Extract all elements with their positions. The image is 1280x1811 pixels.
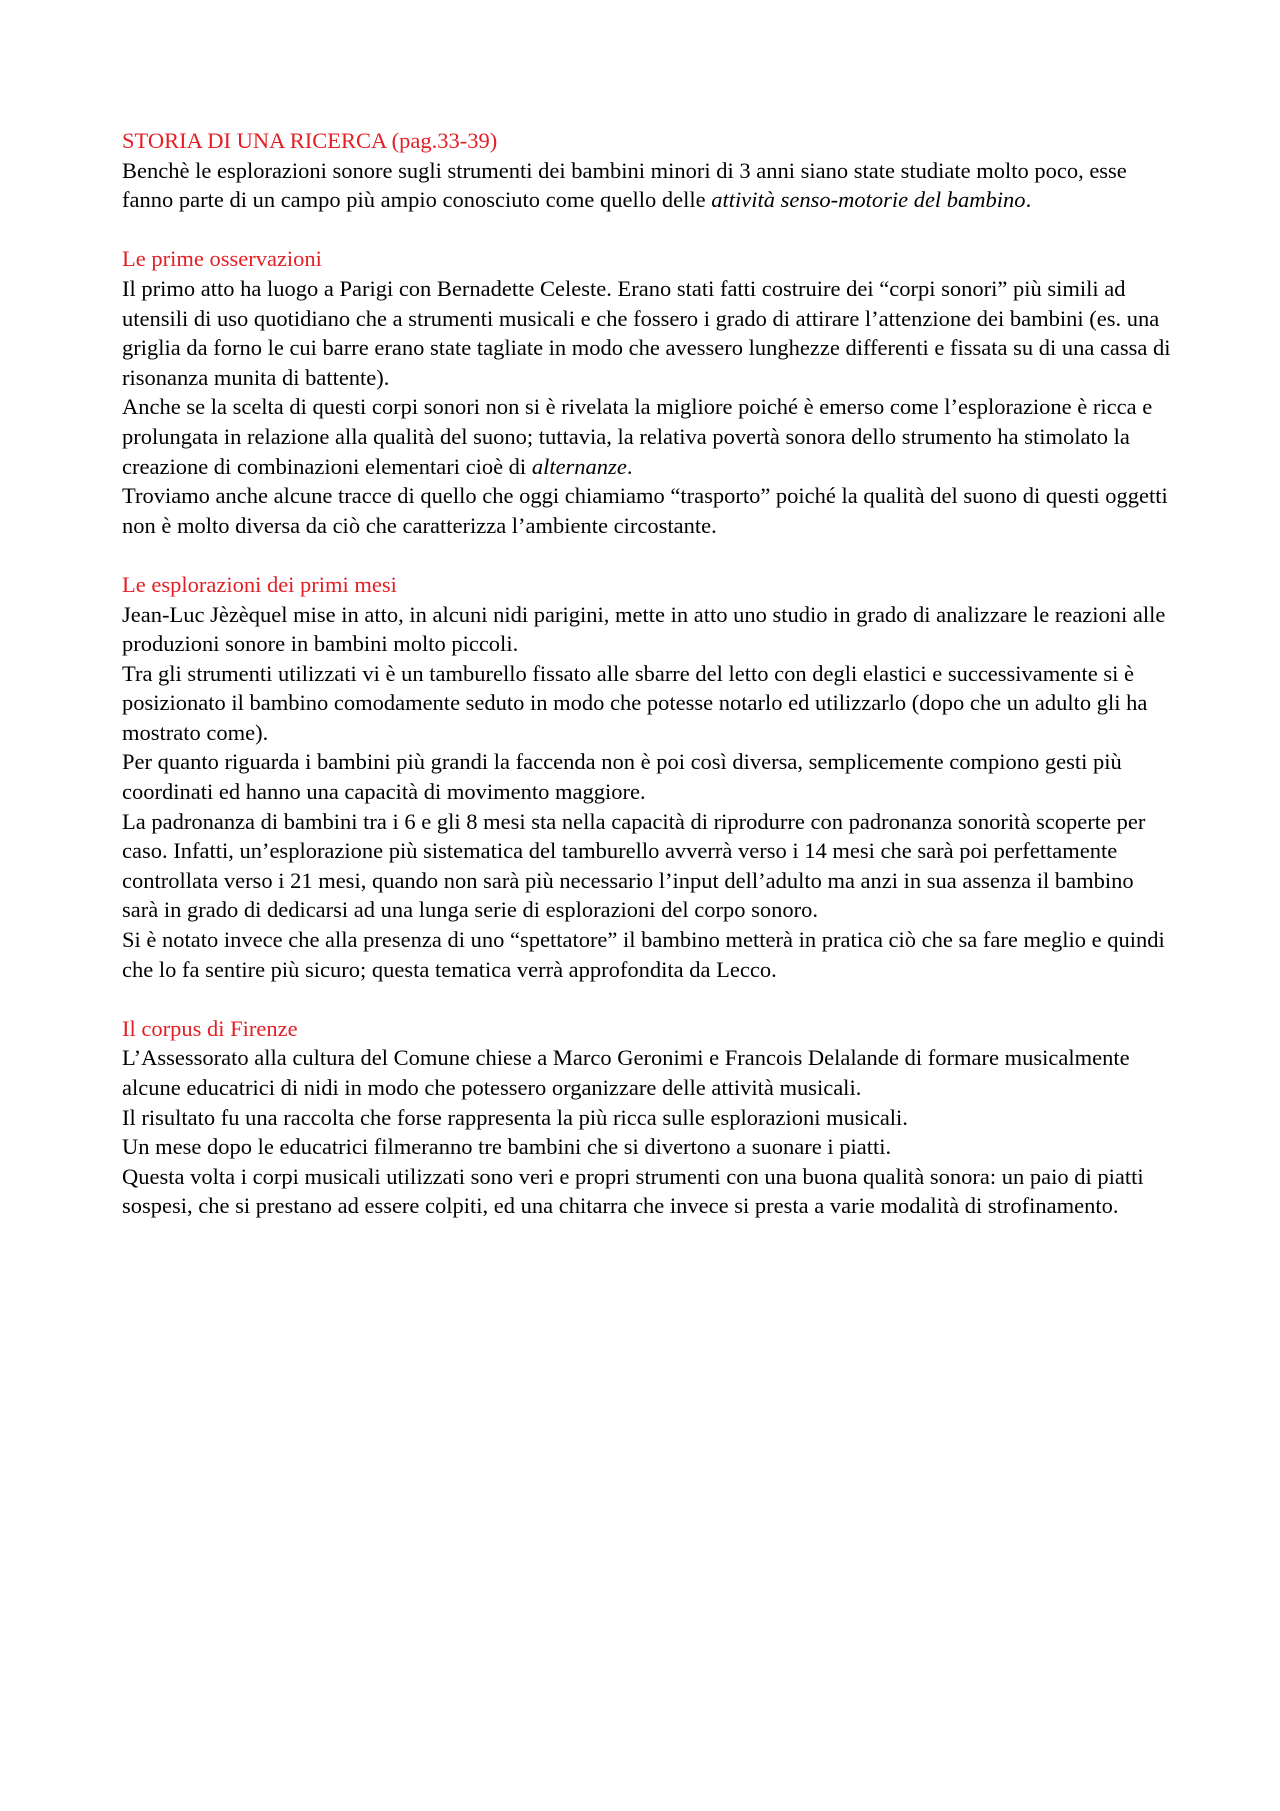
section-prime-osservazioni <box>122 244 1172 540</box>
paragraph <box>122 156 1172 215</box>
section-heading-corpus-firenze: Il corpus di Firenze <box>122 1015 298 1041</box>
section-storia <box>122 126 1172 215</box>
italic-text: alternanze <box>531 453 627 479</box>
paragraph: Troviamo anche alcune tracce di quello che oggi chiamiamo “trasporto” poiché la qualità del suono di questi oggetti non è molto diversa da ciò che caratterizza l’ambiente circostante. <box>122 483 1168 538</box>
paragraph: Il risultato fu una raccolta che forse rappresenta la più ricca sulle esplorazioni musicali. <box>122 1104 908 1130</box>
text-run: Anche se la scelta di questi corpi sonori non si è rivelata la migliore poiché è emerso come l’esplorazione è ricca e prolungata in relazione alla qualità del suono; tuttavia, la relativa povertà sonora dello strumento ha stimolato la creazione di combinazioni elementari cioè di <box>122 394 1153 479</box>
section-esplorazioni-primi-mesi <box>122 570 1172 984</box>
paragraph: Tra gli strumenti utilizzati vi è un tamburello fissato alle sbarre del letto con degli elastici e successivamente si è posizionato il bambino comodamente seduto in modo che potesse notarlo ed utilizzarlo (dopo che un adulto gli ha mostrato come). <box>122 660 1148 745</box>
section-corpus-firenze <box>122 1014 1172 1221</box>
paragraph: L’Assessorato alla cultura del Comune chiese a Marco Geronimi e Francois Delalande di formare musicalmente alcune educatrici di nidi in modo che potessero organizzare delle attività musicali. <box>122 1045 1130 1100</box>
text-run: . <box>1025 187 1032 213</box>
document-page <box>122 126 1172 1251</box>
section-heading-prime-osservazioni: Le prime osservazioni <box>122 246 322 272</box>
text-run: . <box>626 453 633 479</box>
paragraph: Per quanto riguarda i bambini più grandi la faccenda non è poi così diversa, semplicemente compiono gesti più coordinati ed hanno una capacità di movimento maggiore. <box>122 749 1122 805</box>
paragraph: Questa volta i corpi musicali utilizzati sono veri e propri strumenti con una buona qualità sonora: un paio di piatti sospesi, che si prestano ad essere colpiti, ed una chitarra che invece si presta a varie modalità di strofinamento. <box>122 1163 1144 1219</box>
section-heading-storia: STORIA DI UNA RICERCA (pag.33-39) <box>122 128 498 153</box>
paragraph: La padronanza di bambini tra i 6 e gli 8 mesi sta nella capacità di riprodurre con padronanza sonorità scoperte per caso. Infatti, un’esplorazione più sistematica del tamburello avverrà verso i 14 mesi che sarà poi perfettamente controllata verso i 21 mesi, quando non sarà più necessario l’input dell’adulto ma anzi in sua assenza il bambino sarà in grado di dedicarsi ad una lunga serie di esplorazioni del corpo sonoro. <box>122 808 1146 923</box>
paragraph: Si è notato invece che alla presenza di uno “spettatore” il bambino metterà in pratica ciò che sa fare meglio e quindi che lo fa sentire più sicuro; questa tematica verrà approfondita da Lecco. <box>122 927 1165 982</box>
paragraph: Il primo atto ha luogo a Parigi con Bernadette Celeste. Erano stati fatti costruire dei “corpi sonori” più simili ad utensili di uso quotidiano che a strumenti musicali e che fossero i grado di attirare l’attenzione dei bambini (es. una griglia da forno le cui barre erano state tagliate in modo che avessero lunghezze differenti e fissata su di una cassa di risonanza munita di battente). <box>122 275 1171 390</box>
paragraph: Un mese dopo le educatrici filmeranno tre bambini che si divertono a suonare i piatti. <box>122 1134 892 1160</box>
section-heading-esplorazioni: Le esplorazioni dei primi mesi <box>122 571 397 597</box>
paragraph: Jean-Luc Jèzèquel mise in atto, in alcuni nidi parigini, mette in atto uno studio in grado di analizzare le reazioni alle produzioni sonore in bambini molto piccoli. <box>122 601 1166 657</box>
text-run: Benchè le esplorazioni sonore sugli strumenti dei bambini minori di 3 anni siano state studiate molto poco, esse fanno parte di un campo più ampio conosciuto come quello delle <box>122 157 1127 213</box>
italic-text: attività senso-motorie del bambino <box>711 187 1026 213</box>
paragraph <box>122 392 1172 481</box>
